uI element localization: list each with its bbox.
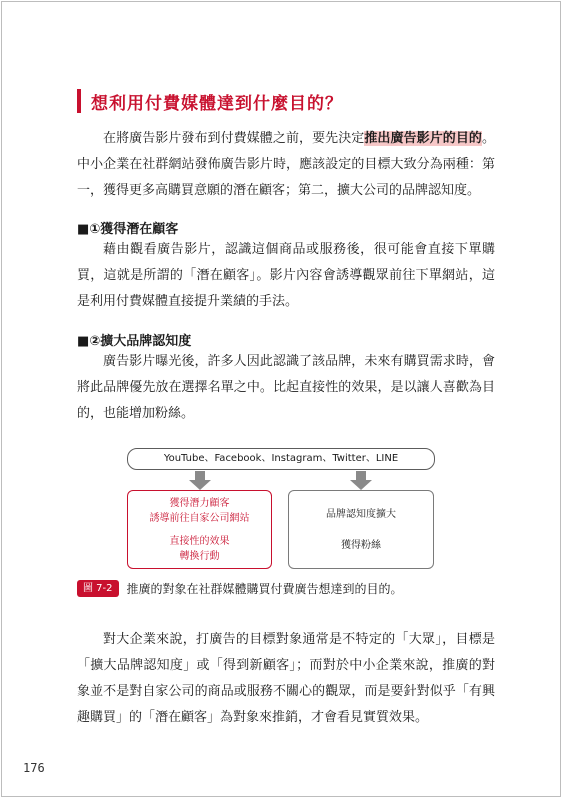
- left-box-line3: 直接性的效果: [169, 535, 230, 547]
- potential-customer-box: [127, 490, 272, 569]
- section2-body: 廣告影片曝光後，許多人因此認識了該品牌，未來有購買需求時，會將此品牌優先放在選擇名單之中。比起直接性的效果，是以讓人喜歡為目的，也能增加粉絲。: [77, 354, 495, 421]
- figure-caption: [77, 580, 403, 597]
- section2-title: ■②擴大品牌認知度: [77, 334, 192, 349]
- left-box-line2: 誘導前往自家公司網站: [149, 512, 250, 524]
- down-arrow-icon: [187, 471, 213, 491]
- section-heading: [77, 88, 343, 114]
- heading-accent-bar: [77, 89, 81, 113]
- intro-highlight: 推出廣告影片的目的: [364, 131, 482, 146]
- brand-awareness-box: [288, 490, 434, 569]
- platforms-box: YouTube、Facebook、Instagram、Twitter、LINE: [127, 448, 435, 470]
- down-arrow-icon: [348, 471, 374, 491]
- intro-paragraph: [77, 126, 495, 204]
- figure-badge: 圖 7-2: [77, 580, 119, 597]
- section1-body: 藉由觀看廣告影片，認識這個商品或服務後，很可能會直接下單購買，這就是所謂的「潛在顧客」。影片內容會誘導觀眾前往下單網站，這是利用付費媒體直接提升業績的手法。: [77, 242, 495, 309]
- heading-text: 想利用付費媒體達到什麼目的？: [91, 93, 343, 114]
- left-box-line4: 轉換行動: [179, 550, 220, 562]
- right-box-line1: 品牌認知度擴大: [326, 508, 396, 520]
- section1-title: ■①獲得潛在顧客: [77, 222, 179, 237]
- right-box-line2: 獲得粉絲: [341, 539, 381, 551]
- page-number: 176: [23, 761, 45, 775]
- figure-caption-text: 推廣的對象在社群媒體購買付費廣告想達到的目的。: [126, 582, 403, 596]
- intro-after: 。中小企業在社群網站發佈廣告影片時，應該設定的目標大致分為兩種：第一，獲得更多高購買意願的潛在顧客；第二，擴大公司的品牌認知度。: [77, 131, 495, 198]
- closing-paragraph: 對大企業來說，打廣告的目標對象通常是不特定的「大眾」，目標是「擴大品牌認知度」或「得到新顧客」；而對於中小企業來說，推廣的對象並不是對自家公司的商品或服務不關心的觀眾，而是要針對似乎「有興趣購買」的「潛在顧客」為對象來推銷，才會看見實質效果。: [77, 632, 495, 725]
- left-box-line1: 獲得潛力顧客: [169, 497, 230, 509]
- intro-before: 在將廣告影片發布到付費媒體之前，要先決定: [103, 131, 365, 146]
